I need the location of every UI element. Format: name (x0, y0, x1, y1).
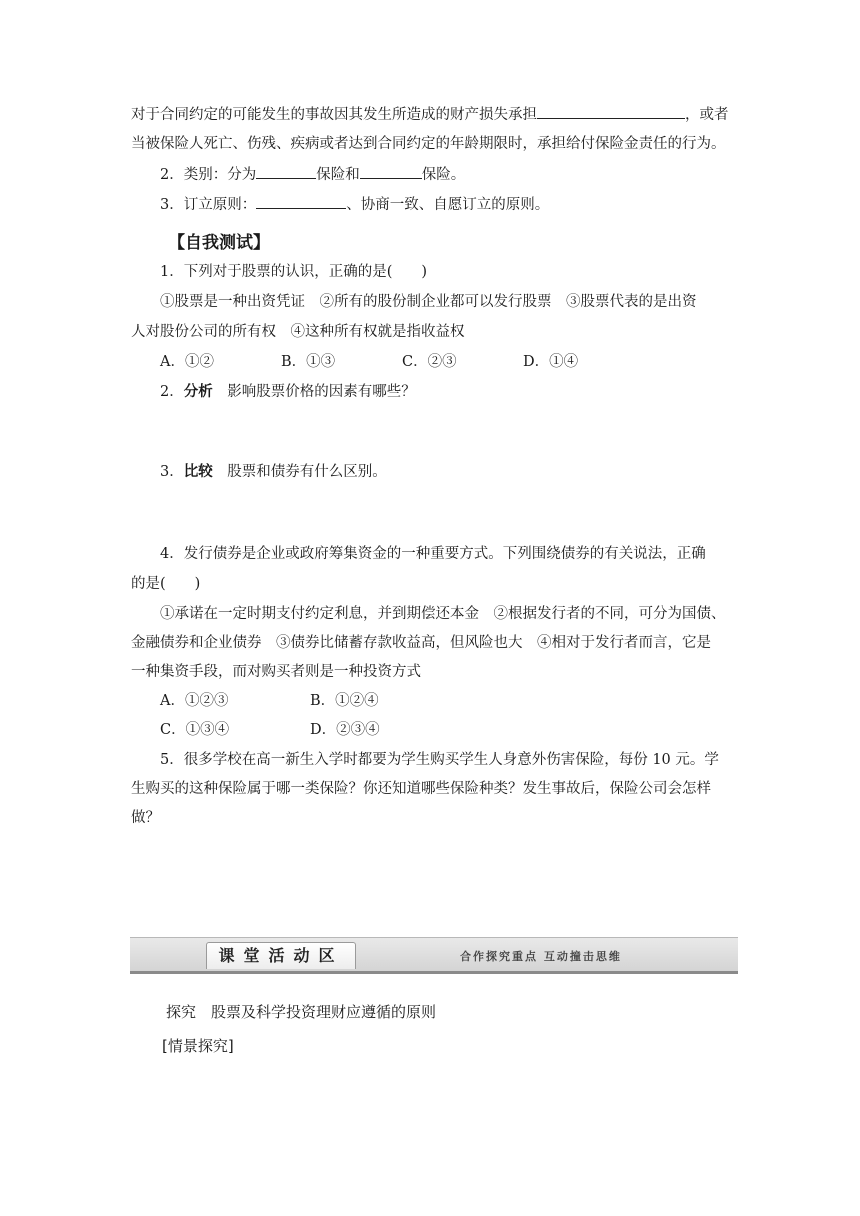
definition-line-1: 对于合同约定的可能发生的事故因其发生所造成的财产损失承担 ，或者 (131, 104, 741, 125)
answer-blank[interactable] (360, 164, 422, 179)
q5-line-3: 做？ (131, 810, 160, 826)
q4-line-3: 一种集资手段，而对购买者则是一种投资方式 (131, 664, 421, 680)
explore-heading: 探究 股票及科学投资理财应遵循的原则 (166, 1003, 437, 1021)
option-d[interactable]: D．①④ (523, 354, 579, 370)
scenario-subheading: [情景探究] (162, 1037, 234, 1055)
q2: 2．分析 影响股票价格的因素有哪些？ (160, 384, 416, 400)
q5-line-2: 生购买的这种保险属于哪一类保险？你还知道哪些保险种类？发生事故后，保险公司会怎样 (131, 781, 711, 797)
q4-line-2: 金融债券和企业债券 ③债券比储蓄存款收益高，但风险也大 ④相对于发行者而言，它是 (131, 635, 711, 651)
q5-line-1: 5．很多学校在高一新生入学时都要为学生购买学生人身意外伤害保险，每份 10 元。学 (160, 752, 719, 768)
option-b[interactable]: B．①②④ (310, 693, 379, 709)
q1-line-2: 人对股份公司的所有权 ④这种所有权就是指收益权 (131, 324, 465, 340)
option-d[interactable]: D．②③④ (310, 722, 380, 738)
q3: 3．比较 股票和债券有什么区别。 (160, 464, 387, 480)
banner-subtitle: 合作探究重点 互动撞击思维 (460, 950, 622, 963)
option-c[interactable]: C．①③④ (160, 722, 230, 738)
option-a[interactable]: A．①② (160, 354, 214, 370)
category-line: 2．类别：分为 保险和 保险。 (160, 164, 770, 185)
principle-line: 3．订立原则： 、协商一致、自愿订立的原则。 (160, 194, 770, 215)
q4-stem-1: 4．发行债券是企业或政府筹集资金的一种重要方式。下列围绕债券的有关说法，正确 (160, 546, 706, 562)
q2-tag: 分析 (183, 384, 213, 400)
definition-line-2: 当被保险人死亡、伤残、疾病或者达到合同约定的年龄期限时，承担给付保险金责任的行为。 (131, 136, 726, 152)
banner-title: 课堂活动区 (206, 942, 356, 969)
self-test-heading: 【自我测试】 (168, 233, 270, 253)
answer-blank[interactable] (537, 104, 685, 119)
option-a[interactable]: A．①②③ (160, 693, 229, 709)
q4-options-row-1 (160, 691, 770, 711)
answer-blank[interactable] (256, 194, 346, 209)
option-c[interactable]: C．②③ (402, 354, 457, 370)
option-b[interactable]: B．①③ (281, 354, 336, 370)
q4-line-1: ①承诺在一定时期支付约定利息，并到期偿还本金 ②根据发行者的不同，可分为国债、 (160, 606, 726, 622)
q3-tag: 比较 (183, 464, 213, 480)
q1-line-1: ①股票是一种出资凭证 ②所有的股份制企业都可以发行股票 ③股票代表的是出资 (160, 294, 697, 310)
q1-stem: 1．下列对于股票的认识，正确的是( ) (160, 264, 428, 280)
q4-stem-2: 的是( ) (131, 576, 201, 592)
q4-options-row-2 (160, 720, 770, 740)
q1-options (160, 352, 770, 372)
answer-blank[interactable] (256, 164, 316, 179)
section-banner (130, 937, 738, 974)
